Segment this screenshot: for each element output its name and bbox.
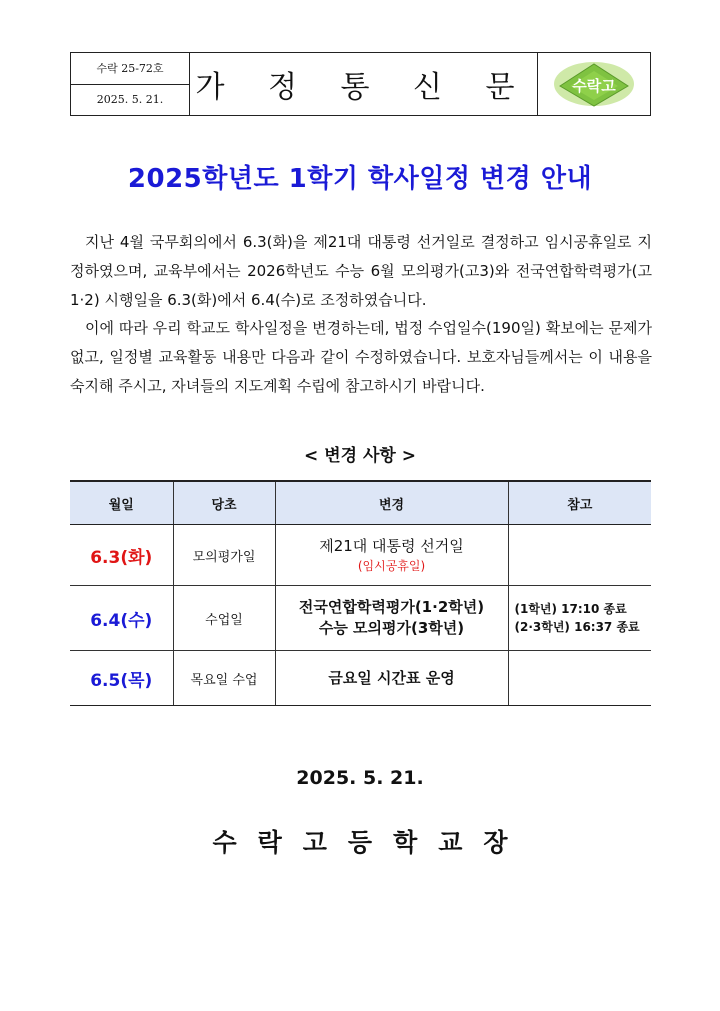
footer-date: 2025. 5. 21. bbox=[296, 767, 424, 789]
letter-header bbox=[70, 52, 651, 116]
row-original: 수업일 bbox=[173, 586, 275, 651]
row-change-line: 제21대 대통령 선거일 bbox=[319, 536, 464, 555]
row-change bbox=[275, 525, 508, 586]
table-row bbox=[70, 586, 651, 651]
logo-text: 수락고 bbox=[572, 77, 616, 95]
notice-title: 2025학년도 1학기 학사일정 변경 안내 bbox=[127, 164, 593, 194]
col-header-change: 변경 bbox=[275, 481, 508, 525]
header-title: 가 정 통 신 문 bbox=[190, 53, 538, 115]
school-principal: 수락고등학교장 bbox=[212, 828, 529, 857]
table-row bbox=[70, 525, 651, 586]
table-row bbox=[70, 651, 651, 706]
col-header-date: 월일 bbox=[70, 481, 173, 525]
table-header-row bbox=[70, 481, 651, 525]
changes-title: < 변경 사항 > bbox=[304, 446, 416, 466]
row-original: 모의평가일 bbox=[173, 525, 275, 586]
paragraph-2: 이에 따라 우리 학교도 학사일정을 변경하는데, 법정 수업일수(190일) 확보에는 문제가 없고, 일정별 교육활동 내용만 다음과 같이 수정하였습니다. 보호자님들께서는 이 내용을 숙지해 주시고, 자녀들의 지도계획 수립에 참고하시기 바랍니다. bbox=[70, 319, 652, 395]
row-note-line: (2·3학년) 16:37 종료 bbox=[514, 620, 640, 634]
col-header-original: 당초 bbox=[173, 481, 275, 525]
row-note bbox=[508, 586, 651, 651]
row-change bbox=[275, 586, 508, 651]
doc-number: 수락 25-72호 bbox=[96, 62, 164, 76]
col-header-note: 참고 bbox=[508, 481, 651, 525]
row-note-line: (1학년) 17:10 종료 bbox=[514, 602, 627, 616]
row-change: 금요일 시간표 운영 bbox=[275, 651, 508, 706]
row-original: 목요일 수업 bbox=[173, 651, 275, 706]
school-logo-icon bbox=[552, 56, 636, 112]
changes-table bbox=[70, 480, 651, 706]
row-date: 6.4(수) bbox=[70, 586, 173, 651]
header-meta bbox=[71, 53, 190, 115]
row-date: 6.5(목) bbox=[70, 651, 173, 706]
row-change-line: 전국연합학력평가(1·2학년) bbox=[298, 598, 485, 616]
header-date: 2025. 5. 21. bbox=[71, 84, 189, 116]
row-date: 6.3(화) bbox=[70, 525, 173, 586]
row-change-sub: (임시공휴일) bbox=[357, 558, 426, 573]
paragraph-1: 지난 4월 국무회의에서 6.3(화)을 제21대 대통령 선거일로 결정하고 임시공휴일로 지정하였으며, 교육부에서는 2026학년도 수능 6월 모의평가(고3)와 전국연합학력평가(고1·2) 시행일을 6.3(화)에서 6.4(수)로 조정하였습니다. bbox=[70, 233, 652, 309]
row-note bbox=[508, 525, 651, 586]
row-note bbox=[508, 651, 651, 706]
school-logo bbox=[538, 53, 650, 115]
row-change-line: 수능 모의평가(3학년) bbox=[318, 619, 465, 637]
